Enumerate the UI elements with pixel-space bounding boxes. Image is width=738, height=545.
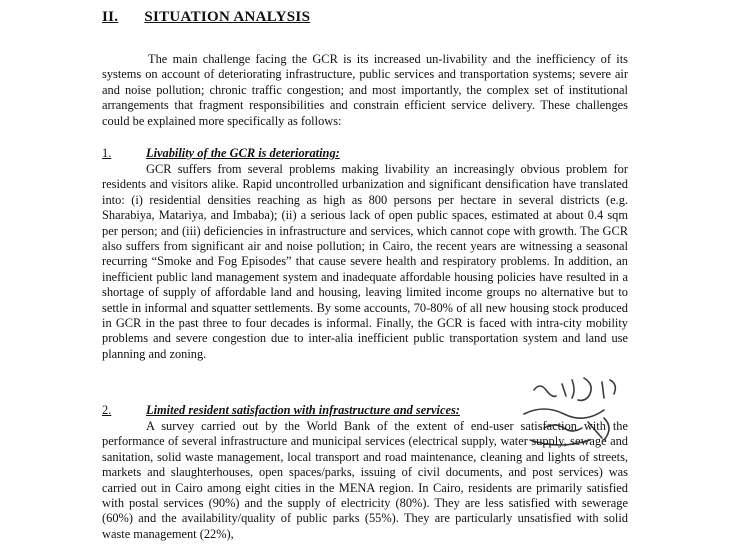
subsection-heading-1 — [102, 146, 340, 161]
subsection-paragraph-2 — [102, 419, 628, 542]
section-title: SITUATION ANALYSIS — [144, 9, 311, 25]
subsection-heading-2 — [102, 403, 460, 418]
section-heading — [102, 9, 310, 26]
section-number: II. — [102, 9, 119, 25]
subsection-number-2: 2. — [102, 403, 112, 417]
subsection-text-1: GCR suffers from several problems making livability an increasingly obvious problem for residents and visitors alike. Rapid uncontrolled urbanization and significant densification have translated into: (i) residential densities reaching as high as 800 persons per hectare in several districts (e.g. Sharabiya, Matariya, and Imbaba); (ii) a serious lack of open public spaces, estimated at about 0.4 sqm per person; and (iii) deficiencies in infrastructure and services, which cannot cope with growth. The GCR also suffers from significant air and noise pollution; in Cairo, the recent years are witnessing a seasonal recurring “Smoke and Fog Episodes” that cause severe health and respiratory problems. In addition, an inefficient public land management system and inadequate affordable housing policies have resulted in a shortage of supply of affordable land and housing, leaving limited income groups no alternative but to settle in informal and squatter settlements. By some accounts, 70-80% of all new housing stock produced in GCR in the past three to four decades is informal. Finally, the GCR is faced with intra-city mobility problems and severe congestion due to inter-alia inefficient public transportation system and land use planning and zoning. — [102, 162, 628, 361]
subsection-paragraph-1 — [102, 162, 628, 362]
subsection-number-1: 1. — [102, 146, 112, 160]
intro-text: The main challenge facing the GCR is its increased un-livability and the inefficiency of its systems on account of deteriorating infrastructure, public services and transportation systems; severe air and noise pollution; chronic traffic congestion; and most importantly, the complex set of institutional arrangements that fragment responsibilities and constrain efficient service delivery. These challenges could be explained more specifically as follows: — [102, 52, 628, 128]
subsection-title-1: Livability of the GCR is deteriorating: — [146, 146, 340, 160]
intro-paragraph — [102, 52, 628, 129]
subsection-title-2: Limited resident satisfaction with infrastructure and services: — [146, 403, 460, 417]
subsection-text-2: A survey carried out by the World Bank of the extent of end-user satisfaction with the performance of several infrastructure and municipal services (electrical supply, water supply, sewage and sanitation, solid waste management, local transport and road maintenance, cleaning and lights of streets, markets and slaughterhouses, open spaces/parks, issuing of civil documents, and post services) was carried out in Cairo among eight cities in the MENA region. In Cairo, residents are primarily satisfied with postal services (90%) and the supply of electricity (80%). They are less satisfied with sewerage (60%) and the availability/quality of public parks (55%). They are particularly unsatisfied with solid waste management (22%), — [102, 419, 628, 541]
